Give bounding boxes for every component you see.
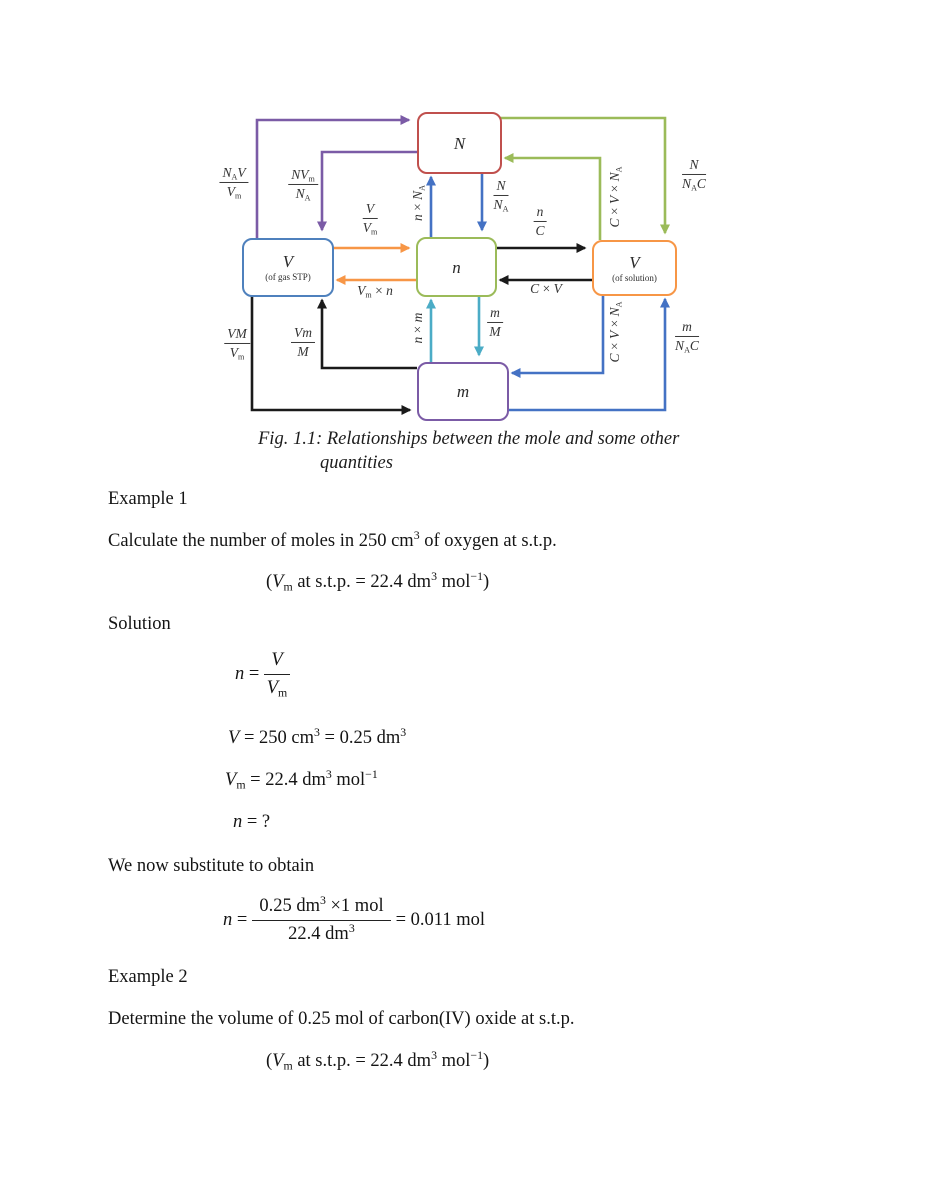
equation-result: = 0.011 mol	[395, 910, 485, 930]
diagram-label-m-over-nac: m $N_AC$	[675, 318, 699, 354]
diagram-box-vsol	[592, 240, 677, 296]
vm-note-1: ($V_m$ at s.t.p. = 22.4 $dm^3$ mol$^{-1}$)	[266, 568, 490, 594]
diagram-label-n-times-m: n × m	[410, 312, 426, 344]
value-line-v: V = 250 $cm^3 = 0.25$ $dm^3$	[228, 724, 407, 748]
diagram-box-N	[417, 112, 502, 174]
diagram-box-vgas-note: (of gas STP)	[265, 272, 311, 282]
arrow-vsol-to-N	[505, 158, 600, 240]
diagram-label-c-times-v: C × V	[530, 281, 562, 297]
vm-note-2: ($V_m$ at s.t.p. = 22.4 $dm^3$ mol$^{-1}$)	[266, 1047, 490, 1073]
arrow-m-to-vgas	[322, 300, 417, 368]
fraction-numerator: V	[264, 650, 289, 675]
example1-problem: Calculate the number of moles in 250 $cm^3$ of oxygen at s.t.p.	[108, 527, 557, 551]
equation-substituted	[223, 892, 485, 945]
diagram-label-nvm-over-na: $NV_m$ $N_A$	[288, 167, 318, 201]
diagram-box-vsol-label: V	[629, 252, 640, 272]
figure-caption	[258, 427, 679, 475]
fraction-denominator: $V_m$	[266, 678, 288, 700]
solution-heading: Solution	[108, 614, 171, 634]
diagram-label-n-over-nac: N $N_AC$	[682, 156, 706, 192]
diagram-label-m-over-M: $\frac{m}{M}$	[487, 305, 503, 339]
diagram-label-nav-over-vm: $N_AV$ $V_m$	[219, 165, 248, 199]
diagram-box-vgas	[242, 238, 334, 297]
arrow-vgas-to-N	[257, 120, 409, 238]
diagram-label-vm-over-M: $\frac{Vm}{M}$	[291, 325, 315, 359]
diagram-label-cvna-top: $C \times V \times N_A$	[607, 166, 624, 228]
example2-problem: Determine the volume of 0.25 mol of carbon(IV) oxide at s.t.p.	[108, 1009, 575, 1029]
diagram-label-cvna-bottom: $C \times V \times N_A$	[607, 301, 624, 363]
diagram-box-m-label: m	[456, 382, 470, 401]
diagram-box-vsol-note: (of solution)	[612, 272, 657, 283]
mole-relationships-diagram	[210, 100, 770, 430]
diagram-label-v-over-vm: $\frac{V}{V_m}$	[362, 200, 378, 236]
arrow-N-to-vsol	[498, 118, 665, 233]
diagram-label-vM-over-vm: $\frac{VM}{V_m}$	[224, 326, 250, 360]
substitute-text: We now substitute to obtain	[108, 856, 315, 876]
diagram-label-vm-times-n: $V_m \times n$	[357, 283, 393, 300]
equation-lhs: n =	[223, 910, 248, 930]
value-line-n: n = ?	[233, 812, 271, 832]
arrow-vgas-to-m	[252, 293, 410, 410]
diagram-box-N-label: N	[453, 133, 466, 153]
arrow-m-to-vsol	[505, 299, 665, 410]
fraction-denominator: 22.4 $dm^3$	[288, 920, 355, 944]
diagram-label-n-over-c: $\frac{n}{C}$	[535, 203, 545, 238]
fraction-numerator: 0.25 $dm^3 \times 1$ mol	[252, 896, 390, 921]
diagram-box-vgas-label: V	[282, 252, 294, 271]
diagram-box-m	[417, 362, 509, 421]
equation-lhs: n =	[235, 664, 260, 684]
figure-caption-line1: Fig. 1.1: Relationships between the mole and some other	[258, 429, 680, 449]
example1-heading: Example 1	[108, 489, 188, 509]
figure-caption-line2: quantities	[320, 453, 393, 474]
diagram-box-n-label: n	[452, 257, 461, 277]
arrow-vsol-to-m	[512, 292, 603, 373]
diagram-label-n-times-na: $n \times N_A$	[410, 185, 427, 221]
equation-fraction	[252, 892, 390, 945]
diagram-box-n	[416, 237, 497, 297]
value-line-vm: $V_m = 22.4$ $dm^3$ mol$^{-1}$	[225, 766, 378, 792]
example2-heading: Example 2	[108, 967, 188, 987]
equation-n-v-over-vm	[235, 650, 295, 699]
diagram-label-n-over-na: $\frac{N}{N_A}$	[493, 177, 509, 213]
equation-fraction	[264, 650, 289, 699]
